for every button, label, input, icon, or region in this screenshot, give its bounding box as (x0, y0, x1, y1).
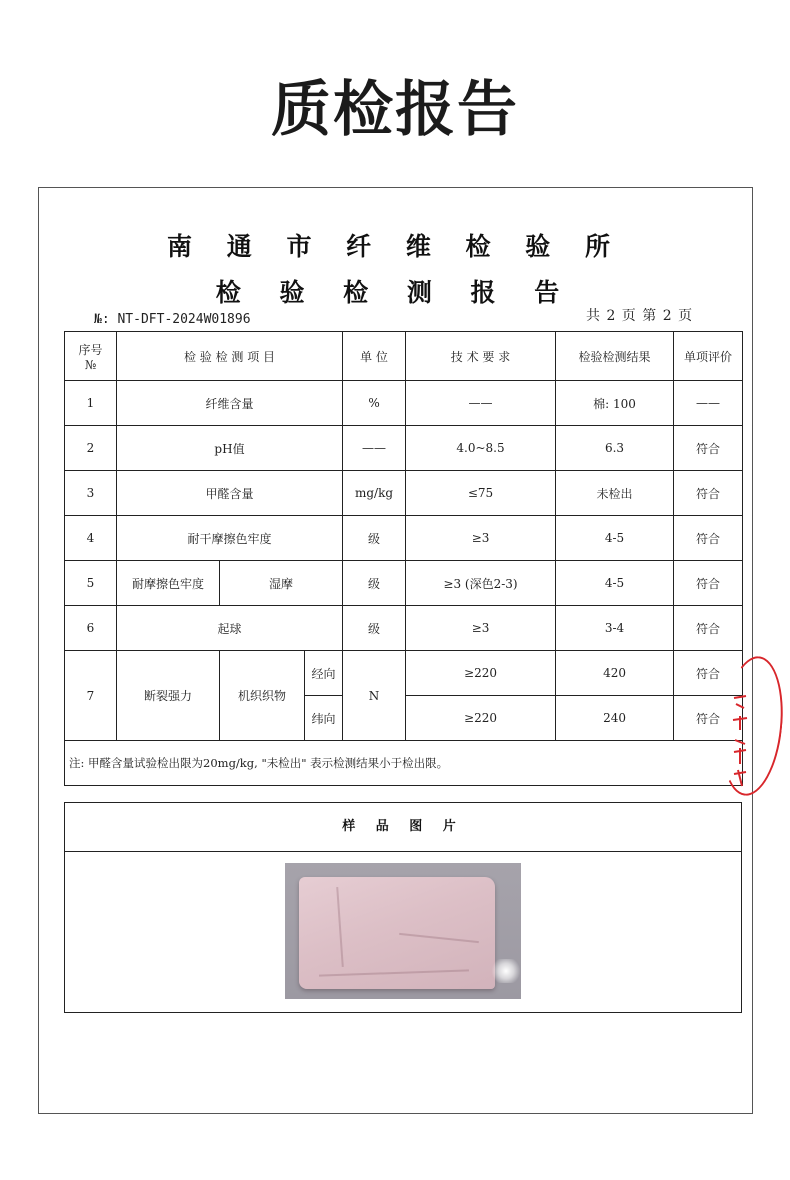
row-requirement: ≥220 (406, 651, 556, 696)
row-requirement: ≤75 (406, 471, 556, 516)
seal-marks-icon (730, 690, 750, 790)
row-no: 2 (65, 426, 117, 471)
row-unit: —— (343, 426, 406, 471)
header-requirement: 技 术 要 求 (406, 332, 556, 381)
row-item: 甲醛含量 (117, 471, 343, 516)
row-unit: % (343, 381, 406, 426)
row-result: 未检出 (556, 471, 674, 516)
row-item: 断裂强力 (117, 651, 220, 741)
note-row (65, 741, 743, 786)
row-result: 240 (556, 696, 674, 741)
sample-section (64, 802, 742, 1013)
row-sub-item: 机织织物 (220, 651, 305, 741)
table-row (65, 381, 743, 426)
table-row (65, 651, 743, 696)
row-unit: N (343, 651, 406, 741)
table-row (65, 606, 743, 651)
report-number: №: NT-DFT-2024W01896 (94, 312, 251, 327)
seal-fragment (733, 690, 753, 790)
row-evaluation: 符合 (674, 696, 743, 741)
row-result: 4-5 (556, 516, 674, 561)
header-result: 检验检测结果 (556, 332, 674, 381)
report-title: 检 验 检 测 报 告 (215, 278, 575, 307)
row-no: 1 (65, 381, 117, 426)
sample-title: 样 品 图 片 (65, 803, 741, 852)
row-unit: 级 (343, 561, 406, 606)
sample-photo (285, 863, 521, 999)
row-no: 3 (65, 471, 117, 516)
org-name: 南 通 市 纤 维 检 验 所 (167, 232, 623, 261)
header-item: 检 验 检 测 项 目 (117, 332, 343, 381)
row-result: 4-5 (556, 561, 674, 606)
header-evaluation: 单项评价 (674, 332, 743, 381)
row-requirement: ≥220 (406, 696, 556, 741)
table-row (65, 471, 743, 516)
row-result: 3-4 (556, 606, 674, 651)
row-requirement: —— (406, 381, 556, 426)
table-header-row (65, 332, 743, 381)
row-sub-item: 湿摩 (220, 561, 343, 606)
row-evaluation: 符合 (674, 561, 743, 606)
row-requirement: ≥3 (深色2-3) (406, 561, 556, 606)
row-evaluation: 符合 (674, 426, 743, 471)
fabric-swatch (299, 877, 495, 989)
row-item: 起球 (117, 606, 343, 651)
row-evaluation: 符合 (674, 651, 743, 696)
row-result: 420 (556, 651, 674, 696)
row-evaluation: 符合 (674, 471, 743, 516)
row-result: 棉: 100 (556, 381, 674, 426)
table-row (65, 426, 743, 471)
row-direction: 经向 (305, 651, 343, 696)
row-no: 6 (65, 606, 117, 651)
row-result: 6.3 (556, 426, 674, 471)
results-table (64, 331, 743, 786)
table-note: 注: 甲醛含量试验检出限为20mg/kg, "未检出" 表示检测结果小于检出限。 (65, 741, 743, 786)
page-title: 质检报告 (271, 75, 519, 145)
row-evaluation: 符合 (674, 606, 743, 651)
row-item: pH值 (117, 426, 343, 471)
row-evaluation: —— (674, 381, 743, 426)
row-no: 7 (65, 651, 117, 741)
row-direction: 纬向 (305, 696, 343, 741)
row-no: 4 (65, 516, 117, 561)
table-row (65, 561, 743, 606)
header-unit: 单 位 (343, 332, 406, 381)
row-requirement: 4.0~8.5 (406, 426, 556, 471)
row-evaluation: 符合 (674, 516, 743, 561)
row-requirement: ≥3 (406, 516, 556, 561)
row-unit: 级 (343, 516, 406, 561)
row-unit: 级 (343, 606, 406, 651)
row-unit: mg/kg (343, 471, 406, 516)
row-no: 5 (65, 561, 117, 606)
row-item: 耐摩擦色牢度 (117, 561, 220, 606)
row-item: 纤维含量 (117, 381, 343, 426)
row-item: 耐干摩擦色牢度 (117, 516, 343, 561)
table-row (65, 516, 743, 561)
header-seq: 序号 № (65, 332, 117, 381)
page-count: 共 2 页 第 2 页 (586, 308, 694, 324)
row-requirement: ≥3 (406, 606, 556, 651)
